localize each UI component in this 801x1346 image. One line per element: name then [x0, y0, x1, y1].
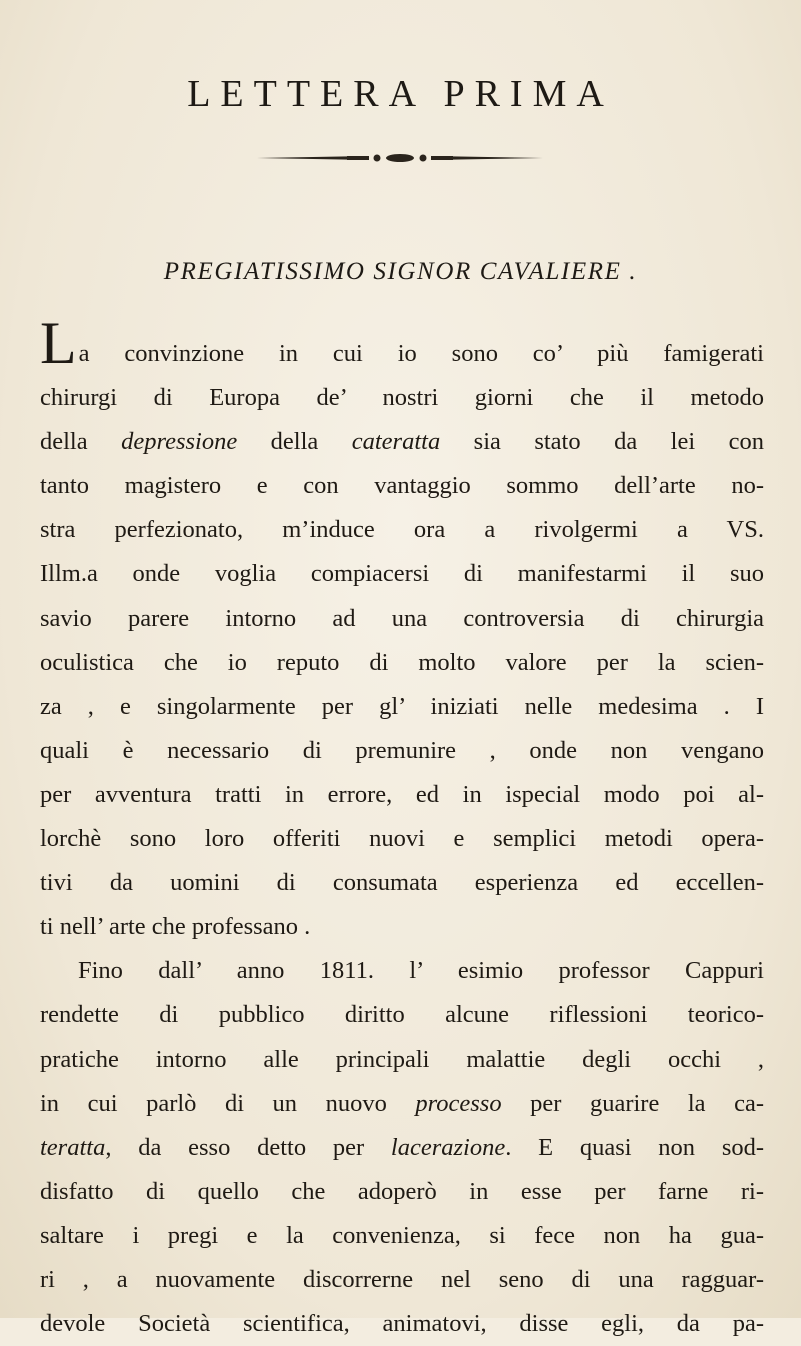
text-line: saltare i pregi e la convenienza, si fece non ha gua-	[40, 1221, 764, 1249]
text-line: La convinzione in cui io sono co’ più famigerati	[40, 310, 764, 376]
text-line: ri , a nuovamente discorrerne nel seno di una ragguar-	[40, 1265, 764, 1293]
text-line: pratiche intorno alle principali malattie degli occhi ,	[40, 1045, 764, 1073]
text-line: chirurgi di Europa de’ nostri giorni che il metodo	[40, 384, 764, 412]
text-line: tanto magistero e con vantaggio sommo dell’arte no-	[40, 472, 764, 500]
letter-body	[40, 310, 765, 1346]
text-line: za , e singolarmente per gl’ iniziati nelle medesima . I	[40, 692, 764, 720]
chapter-title: LETTERA PRIMA	[187, 73, 614, 115]
text-line: ti nell’ arte che professano .	[40, 913, 311, 941]
text-line: della depressione della cateratta sia stato da lei con	[40, 428, 764, 456]
text-line: oculistica che io reputo di molto valore per la scien-	[40, 648, 764, 676]
text-line: quali è necessario di premunire , onde non vengano	[40, 736, 764, 764]
text-line: devole Società scientifica, animatovi, disse egli, da pa-	[40, 1310, 764, 1338]
ornamental-rule	[257, 151, 543, 165]
text-line: in cui parlò di un nuovo processo per guarire la ca-	[40, 1089, 765, 1117]
text-line: lorchè sono loro offeriti nuovi e semplici metodi opera-	[40, 825, 764, 853]
drop-cap: L	[40, 310, 77, 376]
text-line: stra perfezionato, m’induce ora a rivolgermi a VS.	[40, 516, 764, 544]
text-line: disfatto di quello che adoperò in esse per farne ri-	[40, 1177, 764, 1205]
text-line: savio parere intorno ad una controversia di chirurgia	[40, 604, 764, 632]
salutation: PREGIATISSIMO SIGNOR CAVALIERE .	[163, 258, 638, 285]
text-line: per avventura tratti in errore, ed in ispecial modo poi al-	[40, 780, 764, 808]
text-line: rendette di pubblico diritto alcune riflessioni teorico-	[40, 1001, 764, 1029]
text-line: Fino dall’ anno 1811. l’ esimio professor Cappuri	[78, 957, 764, 985]
text-line: Illm.a onde voglia compiacersi di manifestarmi il suo	[40, 560, 764, 588]
text-line: teratta, da esso detto per lacerazione. E quasi non sod-	[40, 1133, 765, 1161]
text-line: tivi da uomini di consumata esperienza ed eccellen-	[40, 869, 764, 897]
